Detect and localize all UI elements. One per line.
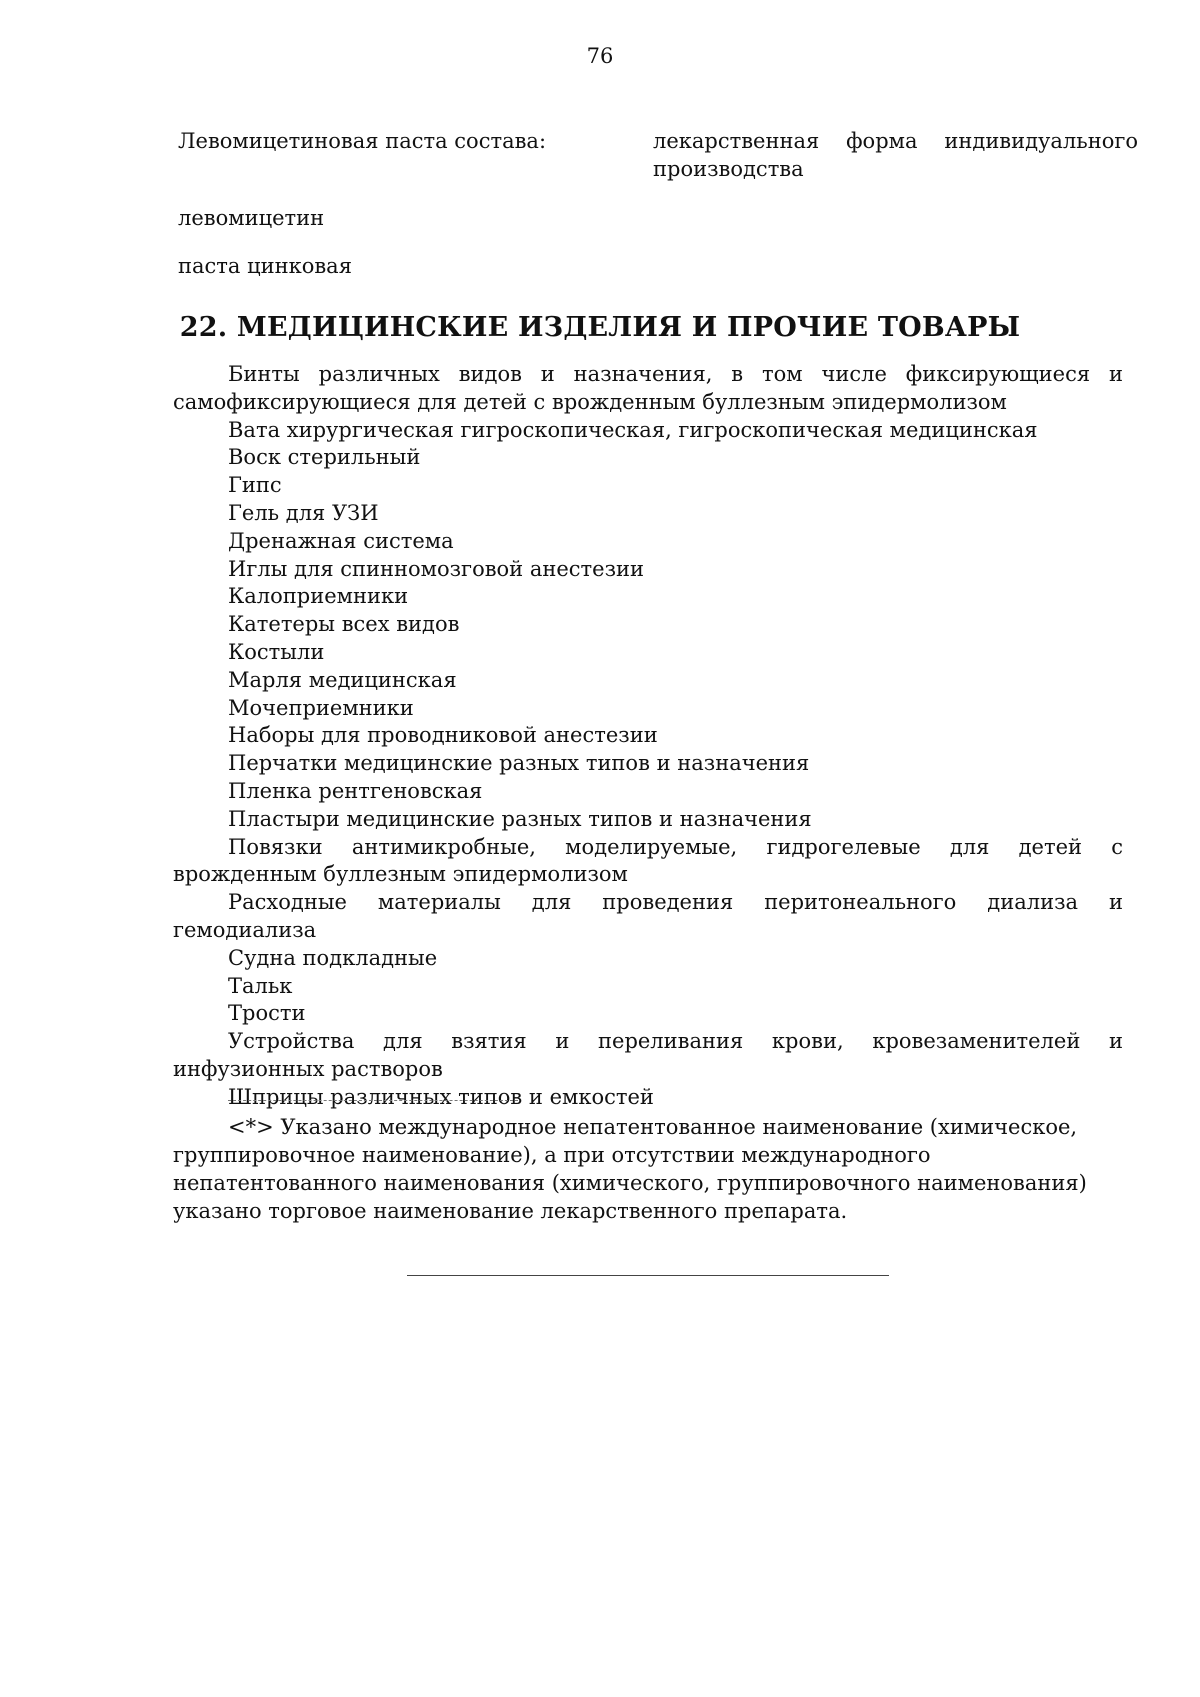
footnote: <*> Указано международное непатентованное наименование (химическое, группировочное наименование), а при отсутствии международного непатентованного наименования (химического, группировочного наименования) указано торговое наименование лекарственного препарата. [173, 1115, 1087, 1223]
ingredient-item: левомицетин [178, 206, 325, 230]
drug-name: Левомицетиновая паста состава: [178, 129, 547, 153]
dosage-form-word-1: лекарственная [653, 129, 820, 153]
footnote-separator [228, 1100, 518, 1101]
list-item: Гипс [228, 473, 282, 498]
ingredient-item: паста цинковая [178, 254, 352, 278]
dosage-form-word-2: форма [846, 129, 918, 153]
list-item: Перчатки медицинские разных типов и назначения [228, 751, 810, 776]
list-item: Мочеприемники [228, 695, 414, 720]
list-item: Бинты различных видов и назначения, в том числе фиксирующиеся и самофиксирующиеся для детей с врожденным буллезным эпидермолизом [173, 362, 1123, 414]
dosage-form-line-2: производства [653, 157, 804, 181]
list-item: Катетеры всех видов [228, 612, 460, 637]
list-item: Вата хирургическая гигроскопическая, гигроскопическая медицинская [228, 417, 1038, 442]
items-list [173, 361, 1123, 1112]
list-item: Калоприемники [228, 584, 409, 609]
list-item: Тальк [228, 973, 293, 998]
dosage-form-word-3: индивидуального [944, 129, 1138, 153]
list-item: Воск стерильный [228, 445, 421, 470]
list-item: Пластыри медицинские разных типов и назначения [228, 806, 812, 831]
list-item: Иглы для спинномозговой анестезии [228, 556, 645, 581]
list-item: Трости [228, 1001, 306, 1026]
list-item: Шприцы различных типов и емкостей [228, 1084, 654, 1109]
list-item: Повязки антимикробные, моделируемые, гидрогелевые для детей с врожденным буллезным эпидермолизом [173, 834, 1123, 887]
list-item: Костыли [228, 639, 325, 664]
list-item: Судна подкладные [228, 945, 438, 970]
dosage-form-line [653, 127, 1138, 155]
page-number: 76 [586, 44, 614, 68]
list-item: Расходные материалы для проведения перитонеального диализа и гемодиализа [173, 890, 1123, 942]
section-title: 22. МЕДИЦИНСКИЕ ИЗДЕЛИЯ И ПРОЧИЕ ТОВАРЫ [179, 312, 1021, 343]
list-item: Пленка рентгеновская [228, 778, 483, 803]
list-item: Гель для УЗИ [228, 500, 379, 525]
list-item: Марля медицинская [228, 667, 457, 692]
dosage-form [653, 127, 1138, 183]
end-of-document-rule [407, 1275, 889, 1276]
list-item: Дренажная система [228, 528, 454, 553]
list-item: Наборы для проводниковой анестезии [228, 723, 658, 748]
list-item: Устройства для взятия и переливания крови, кровезаменителей и инфузионных растворов [173, 1029, 1123, 1081]
